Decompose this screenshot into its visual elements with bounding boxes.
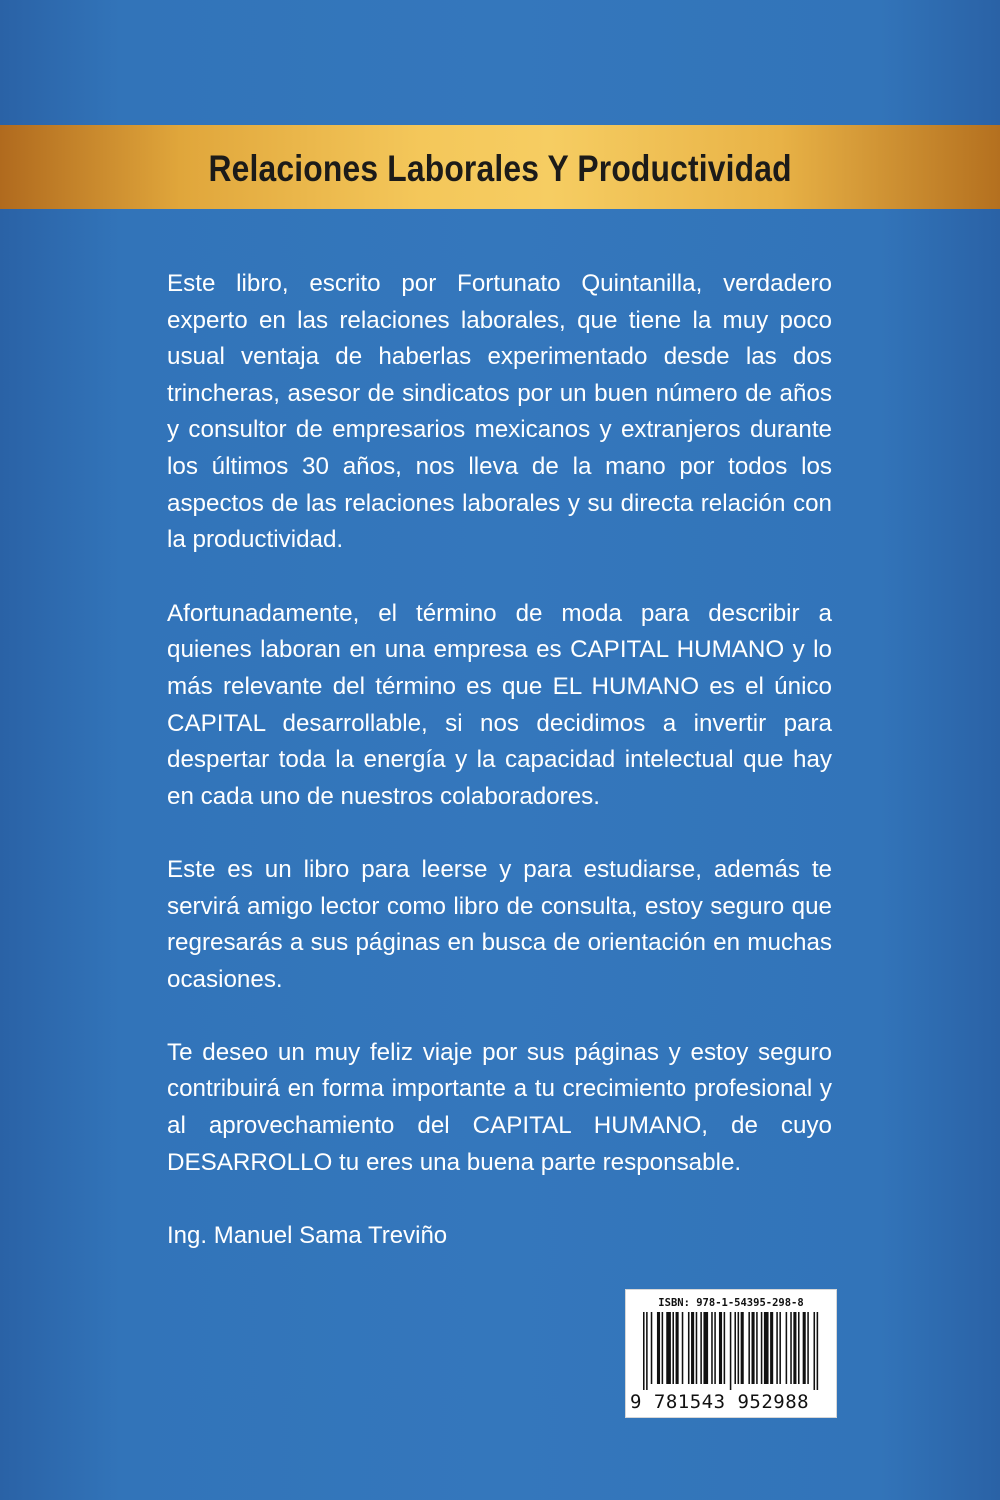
signature: Ing. Manuel Sama Treviño — [167, 1221, 448, 1249]
barcode-bars — [643, 1312, 819, 1390]
back-cover-text — [167, 266, 832, 1254]
barcode-bar — [764, 1312, 769, 1384]
barcode-bar — [803, 1312, 806, 1384]
paragraph-3: Este es un libro para leerse y para estudiarse, además te servirá amigo lector como libro de consulta, estoy seguro que regresarás a sus páginas en busca de orientación en muchas ocasiones. — [167, 855, 832, 993]
barcode-bar — [688, 1312, 690, 1384]
isbn-label: ISBN: 978-1-54395-298-8 — [658, 1297, 804, 1309]
barcode-bar — [711, 1312, 713, 1384]
barcode-bar — [700, 1312, 702, 1384]
barcode-bar — [770, 1312, 773, 1384]
barcode-bar — [672, 1312, 674, 1384]
barcode-bar — [666, 1312, 671, 1384]
barcode-bar — [662, 1312, 664, 1384]
barcode-bar — [814, 1312, 816, 1390]
paragraph-2: Afortunadamente, el término de moda para describir a quienes laboran en una empresa es CAPITAL HUMANO y lo más relevante del término es que EL HUMANO es el único CAPITAL desarrollable, si nos decidimos a invertir para despertar toda la energía y la capacidad intelectual que hay en cada uno de nuestros colaboradores. — [167, 599, 832, 810]
barcode-bar — [817, 1312, 819, 1390]
barcode-bar — [734, 1312, 736, 1384]
barcode-bar — [798, 1312, 800, 1384]
barcode-bar — [691, 1312, 694, 1384]
paragraph-4: Te deseo un muy feliz viaje por sus páginas y estoy seguro contribuirá en forma importante a tu crecimiento profesional y al aprovechamiento del CAPITAL HUMANO, de cuyo DESARROLLO tu eres una buena parte responsable. — [167, 1038, 832, 1176]
barcode-bar — [793, 1312, 796, 1384]
book-title: Relaciones Laborales Y Productividad — [208, 148, 792, 189]
barcode-bar — [682, 1312, 684, 1384]
barcode-bar — [776, 1312, 778, 1384]
barcode-bar — [676, 1312, 679, 1384]
isbn-barcode — [625, 1289, 837, 1418]
barcode-bar — [646, 1312, 648, 1390]
barcode-bar — [643, 1312, 645, 1390]
barcode-bar — [790, 1312, 792, 1384]
paragraph-1: Este libro, escrito por Fortunato Quintanilla, verdadero experto en las relaciones laborales, que tiene la muy poco usual ventaja de haberlas experimentado desde las dos trincheras, asesor de sindicatos por un buen número de años y consultor de empresarios mexicanos y extranjeros durante los últimos 30 años, nos lleva de la mano por todos los aspectos de las relaciones laborales y su directa relación con la productividad. — [167, 270, 832, 554]
barcode-bar — [756, 1312, 758, 1384]
barcode-bar — [651, 1312, 653, 1384]
barcode-bar — [724, 1312, 726, 1384]
barcode-bar — [714, 1312, 716, 1384]
barcode-bar — [748, 1312, 750, 1384]
barcode-bar — [761, 1312, 763, 1384]
barcode-bar — [738, 1312, 740, 1384]
barcode-bar — [752, 1312, 755, 1384]
barcode-bar — [703, 1312, 708, 1384]
barcode-bar — [807, 1312, 809, 1384]
barcode-bar — [719, 1312, 722, 1384]
isbn-digits: 9 781543 952988 — [630, 1391, 810, 1413]
barcode-bar — [657, 1312, 660, 1384]
barcode-bar — [741, 1312, 744, 1384]
barcode-bar — [779, 1312, 781, 1384]
title-banner — [0, 125, 1000, 209]
barcode-bar — [786, 1312, 788, 1384]
barcode-bar — [696, 1312, 698, 1384]
barcode-bar — [730, 1312, 732, 1390]
